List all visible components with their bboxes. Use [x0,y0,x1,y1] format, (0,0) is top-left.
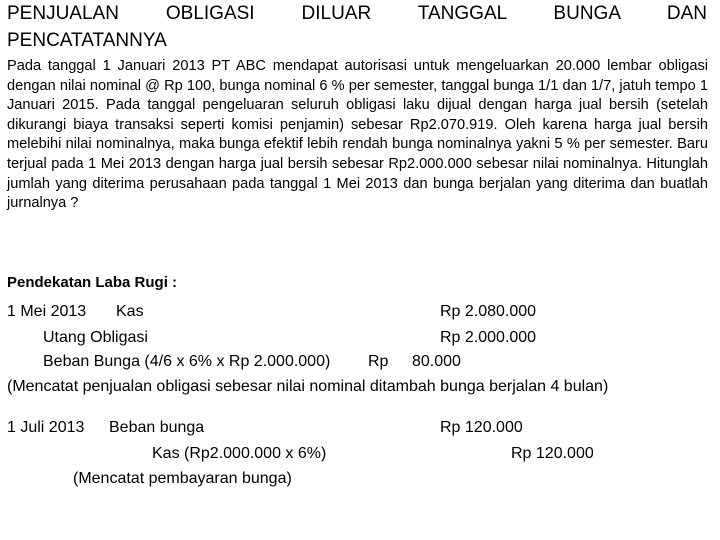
title-line-2: PENCATATANNYA [7,30,167,51]
journal1-credit2-currency: Rp [368,353,389,370]
problem-paragraph: Pada tanggal 1 Januari 2013 PT ABC mendapat autorisasi untuk mengeluarkan 20.000 lembar obligasi dengan nilai nominal @ Rp 100, bunga nominal 6 % per semester, tanggal bunga 1/1 dan 1/7, jatuh tempo 1 Januari 2015. Pada tanggal pengeluaran seluruh obligasi laku dijual dengan harga jual bersih (setelah dikurangi biaya transaksi seperti komisi penjamin) sebesar Rp2.070.919. Oleh karena harga jual bersih melebihi nilai nominalnya, maka bunga efektif lebih rendah bunga nominalnya yakni 5 % per semester. Baru terjual pada 1 Mei 2013 dengan harga jual bersih sebesar Rp2.000.000 sebesar nilai nominalnya. Hitunglah jumlah yang diterima perusahaan pada tanggal 1 Mei 2013 dan bunga berjalan yang diterima dan buatlah jurnalnya ? [7,58,708,212]
journal1-debit-amount: Rp 2.080.000 [440,303,537,320]
journal2-credit-amount: Rp 120.000 [511,445,594,462]
journal1-debit-account: Kas [116,303,144,320]
journal2-debit-amount: Rp 120.000 [440,419,523,436]
journal2-note: (Mencatat pembayaran bunga) [73,470,292,487]
journal1-credit2-amount: 80.000 [412,353,461,370]
journal1-credit1-amount: Rp 2.000.000 [440,329,537,346]
approach-heading: Pendekatan Laba Rugi : [7,274,178,291]
journal1-credit1-account: Utang Obligasi [43,329,148,346]
page-title [7,0,707,54]
journal2-date: 1 Juli 2013 [7,419,85,436]
journal2-debit-account: Beban bunga [109,419,205,436]
journal1-note: (Mencatat penjualan obligasi sebesar nilai nominal ditambah bunga berjalan 4 bulan) [7,378,609,395]
title-line-1: PENJUALAN OBLIGASI DILUAR TANGGAL BUNGA DAN [7,3,707,24]
journal2-credit-account: Kas (Rp2.000.000 x 6%) [152,445,327,462]
journal1-credit2-account: Beban Bunga (4/6 x 6% x Rp 2.000.000) [43,353,331,370]
journal1-date: 1 Mei 2013 [7,303,87,320]
